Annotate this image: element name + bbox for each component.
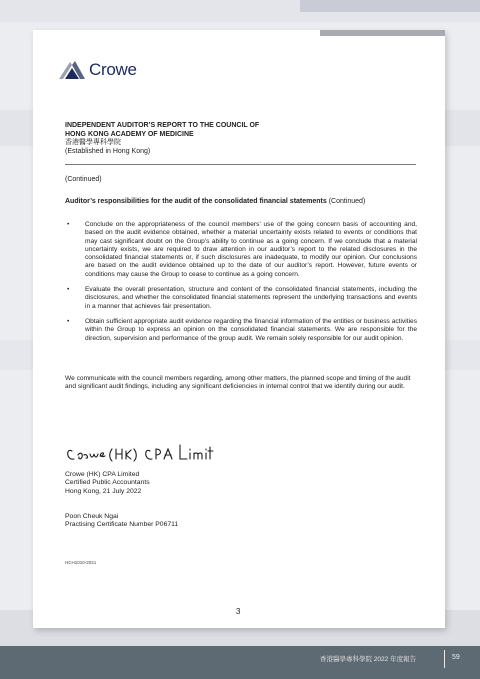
list-item xyxy=(65,221,417,279)
report-title-line1: INDEPENDENT AUDITOR’S REPORT TO THE COUNCIL OF xyxy=(65,122,260,129)
firm-name: Crowe (HK) CPA Limited xyxy=(65,471,140,478)
firm-block xyxy=(65,471,150,496)
list-item xyxy=(65,318,417,343)
background-stripe xyxy=(300,0,480,12)
partner-block xyxy=(65,513,178,530)
report-header xyxy=(65,122,415,156)
continued-label: (Continued) xyxy=(65,176,102,183)
footer-page-number: 59 xyxy=(452,654,460,661)
bullet-symbol: • xyxy=(67,286,70,294)
page-top-bar xyxy=(320,30,445,36)
bullet-list xyxy=(65,221,417,350)
firm-role: Certified Public Accountants xyxy=(65,479,150,487)
header-divider xyxy=(65,164,416,165)
handwritten-signature xyxy=(64,437,214,467)
footer-title: 香港醫學專科學院 2022 年度報告 xyxy=(320,656,417,663)
page-number: 3 xyxy=(236,607,241,616)
report-title-line2: HONG KONG ACADEMY OF MEDICINE xyxy=(65,130,194,138)
list-item xyxy=(65,286,417,311)
crowe-logo xyxy=(58,60,137,80)
section-heading xyxy=(65,198,425,205)
bullet-text: Conclude on the appropriateness of the council members’ use of the going concern basis of accounting and, based on the audit evidence obtained, whether a material uncertainty exists related to events or conditions that may cast significant doubt on the Group’s ability to continue as a going concern. If we conclude that a material uncertainty exists, we are required to draw attention in our auditor’s report to the related disclosures in the consolidated financial statements or, if such disclosures are inadequate, to modify our opinion. Our conclusions are based on the audit evidence obtained up to the date of our auditor’s report. However, future events or conditions may cause the Group to cease to continue as a going concern. xyxy=(85,221,417,278)
document-reference: HCH1010-2021 xyxy=(65,560,97,565)
crowe-triangle-icon xyxy=(58,60,86,80)
logo-text: Crowe xyxy=(89,60,137,79)
section-suffix: (Continued) xyxy=(326,198,366,205)
place-date: Hong Kong, 21 July 2022 xyxy=(65,487,142,495)
chinese-name: 香港醫學專科學院 xyxy=(65,139,121,146)
footer-separator xyxy=(444,650,445,668)
partner-name: Poon Cheuk Ngai xyxy=(65,513,119,520)
bullet-text: Evaluate the overall presentation, structure and content of the consolidated financial statements, including the disclosures, and whether the consolidated financial statements represent the underlying transactions and events in a manner that achieves fair presentation. xyxy=(85,286,417,310)
established-note: (Established in Hong Kong) xyxy=(65,147,151,155)
section-title: Auditor’s responsibilities for the audit of the consolidated financial statements xyxy=(65,198,327,205)
practising-certificate: Practising Certificate Number P06711 xyxy=(65,521,179,529)
bullet-symbol: • xyxy=(67,317,70,325)
bullet-symbol: • xyxy=(67,221,70,228)
closing-paragraph: We communicate with the council members regarding, among other matters, the planned scope and timing of the audit and significant audit findings, including any significant deficiencies in internal control that we identify during our audit. xyxy=(65,375,411,391)
bullet-text: Obtain sufficient appropriate audit evidence regarding the financial information of the entities or business activities within the Group to express an opinion on the consolidated financial statements. We are responsible for the direction, supervision and performance of the group audit. We remain solely responsible for our audit opinion. xyxy=(85,317,417,342)
